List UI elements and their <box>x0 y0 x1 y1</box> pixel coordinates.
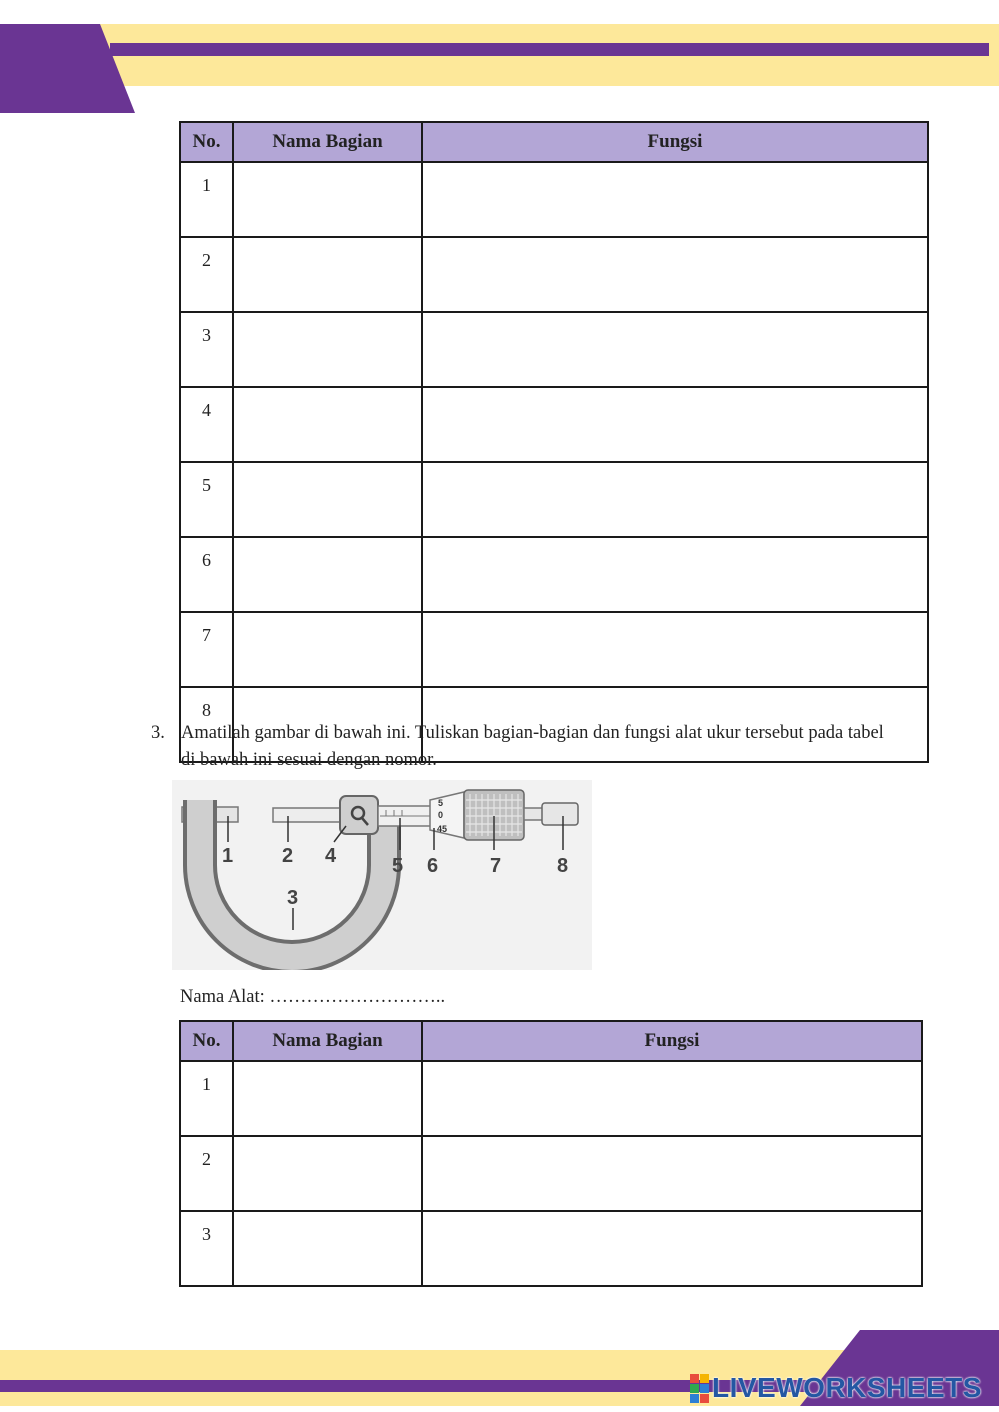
header-fungsi: Fungsi <box>422 1021 922 1061</box>
top-banner <box>0 0 999 120</box>
header-nama-bagian: Nama Bagian <box>233 122 422 162</box>
scale-mark-5: 5 <box>438 798 444 808</box>
parts-table-2 <box>179 1020 923 1287</box>
fungsi-cell[interactable] <box>422 387 928 462</box>
table-row <box>180 237 928 312</box>
header-nama-bagian: Nama Bagian <box>233 1021 422 1061</box>
table-row <box>180 1061 922 1136</box>
table-row <box>180 1136 922 1211</box>
nama-bagian-cell[interactable] <box>233 237 422 312</box>
scale-mark-0: 0 <box>438 810 444 820</box>
table-row <box>180 312 928 387</box>
row-number: 4 <box>180 387 233 462</box>
nama-bagian-cell[interactable] <box>233 1061 422 1136</box>
table-row <box>180 1211 922 1286</box>
header-fungsi: Fungsi <box>422 122 928 162</box>
row-number: 2 <box>180 237 233 312</box>
table-row <box>180 537 928 612</box>
table-row <box>180 612 928 687</box>
part-label-5: 5 <box>392 855 404 877</box>
fungsi-cell[interactable] <box>422 162 928 237</box>
header-no: No. <box>180 1021 233 1061</box>
micrometer-figure <box>172 780 592 970</box>
fungsi-cell[interactable] <box>422 537 928 612</box>
fungsi-cell[interactable] <box>422 1211 922 1286</box>
fungsi-cell[interactable] <box>422 462 928 537</box>
row-number: 5 <box>180 462 233 537</box>
nama-bagian-cell[interactable] <box>233 1211 422 1286</box>
table-row <box>180 462 928 537</box>
logo-blocks-icon <box>690 1374 709 1403</box>
nama-bagian-cell[interactable] <box>233 387 422 462</box>
nama-bagian-cell[interactable] <box>233 312 422 387</box>
table-row <box>180 387 928 462</box>
row-number: 7 <box>180 612 233 687</box>
header-no: No. <box>180 122 233 162</box>
row-number: 3 <box>180 312 233 387</box>
part-label-7: 7 <box>490 855 502 877</box>
row-number: 6 <box>180 537 233 612</box>
row-number: 1 <box>180 162 233 237</box>
nama-bagian-cell[interactable] <box>233 1136 422 1211</box>
part-label-1: 1 <box>222 845 234 867</box>
question-number: 3. <box>151 723 165 743</box>
table-row <box>180 162 928 237</box>
row-number: 2 <box>180 1136 233 1211</box>
nama-alat-field[interactable]: Nama Alat: ……………………….. <box>180 987 446 1007</box>
fungsi-cell[interactable] <box>422 1136 922 1211</box>
parts-table-1 <box>179 121 929 763</box>
part-label-6: 6 <box>427 855 439 877</box>
question-text: Amatilah gambar di bawah ini. Tuliskan bagian-bagian dan fungsi alat ukur tersebut pada tabel di bawah ini sesuai dengan nomor. <box>181 723 884 770</box>
row-number: 1 <box>180 1061 233 1136</box>
fungsi-cell[interactable] <box>422 1061 922 1136</box>
nama-bagian-cell[interactable] <box>233 462 422 537</box>
part-label-2: 2 <box>282 845 294 867</box>
part-label-8: 8 <box>557 855 569 877</box>
scale-mark-45: 45 <box>437 824 448 834</box>
watermark-text: LIVEWORKSHEETS <box>712 1372 982 1403</box>
fungsi-cell[interactable] <box>422 312 928 387</box>
row-number: 8 <box>180 687 233 762</box>
nama-bagian-cell[interactable] <box>233 612 422 687</box>
row-number: 3 <box>180 1211 233 1286</box>
table-header-row <box>180 122 928 162</box>
nama-bagian-cell[interactable] <box>233 537 422 612</box>
part-label-3: 3 <box>287 887 299 909</box>
fungsi-cell[interactable] <box>422 612 928 687</box>
nama-bagian-cell[interactable] <box>233 162 422 237</box>
fungsi-cell[interactable] <box>422 237 928 312</box>
liveworksheets-logo <box>690 1371 982 1405</box>
table-header-row <box>180 1021 922 1061</box>
part-label-4: 4 <box>325 845 337 867</box>
